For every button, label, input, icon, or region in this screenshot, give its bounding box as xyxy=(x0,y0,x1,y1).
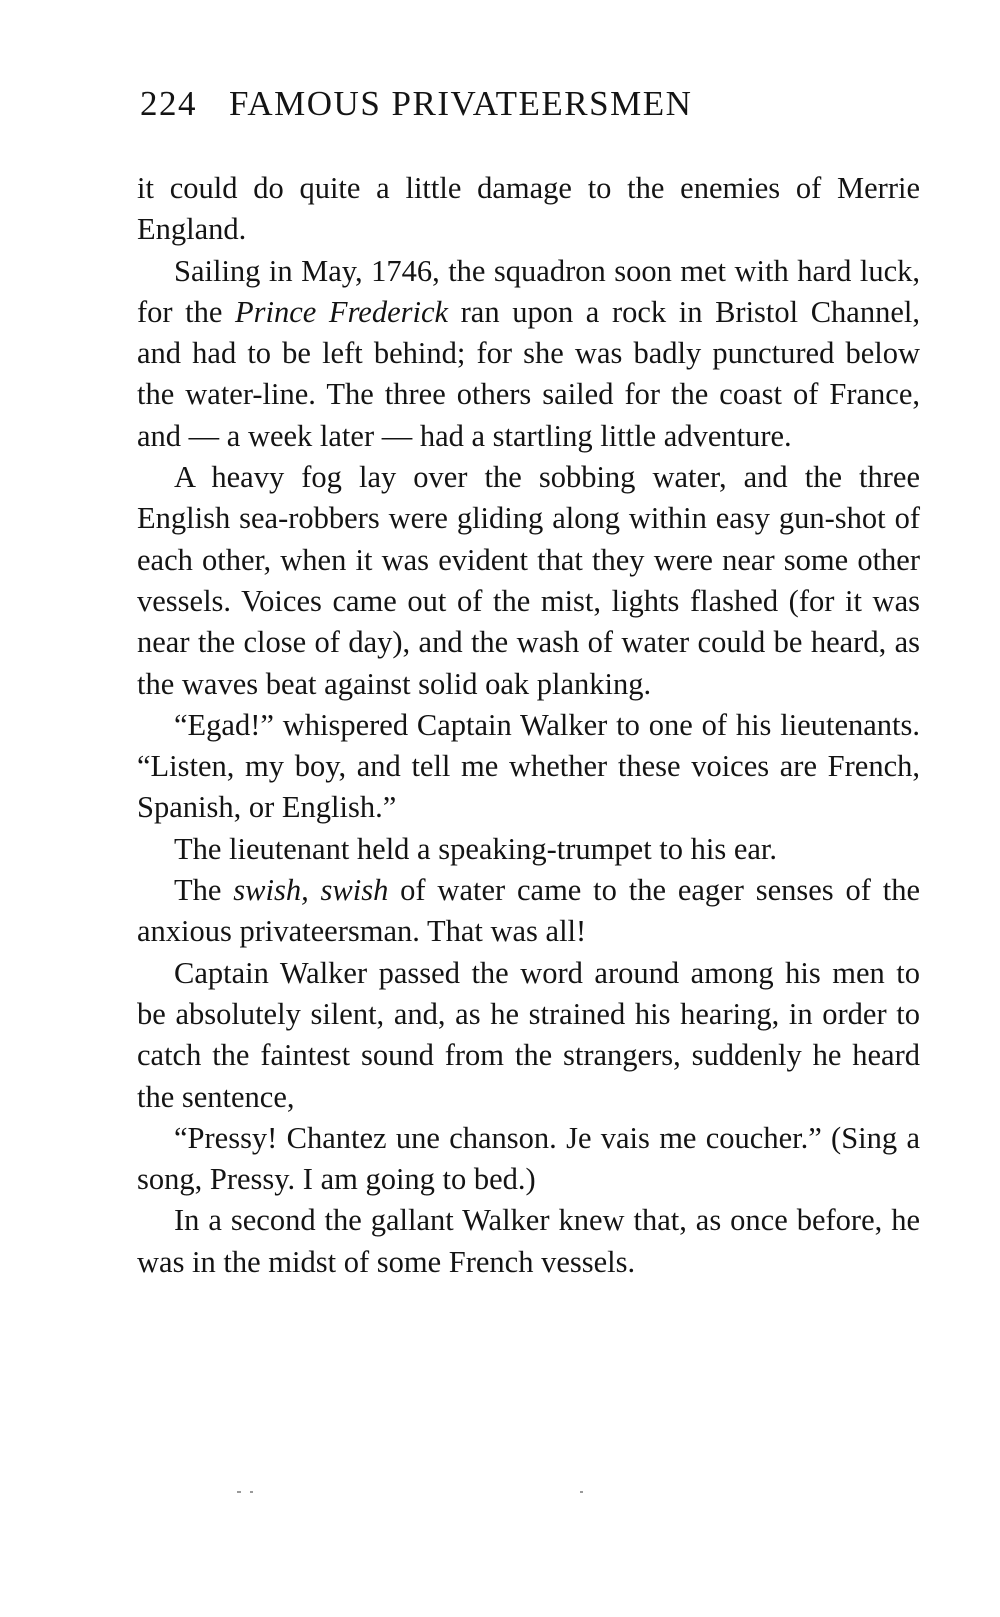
paragraph xyxy=(137,953,920,1118)
text-run: “Pressy! Chantez une chanson. Je vais me coucher.” (Sing a song, Pressy. I am going to bed.) xyxy=(137,1120,920,1197)
text-run: In a second the gallant Walker knew that, as once before, he was in the midst of some French vessels. xyxy=(137,1203,920,1279)
text-run: The lieutenant held a speaking-trumpet to his ear. xyxy=(174,831,778,866)
paragraph xyxy=(137,251,920,457)
page-number: 224 xyxy=(140,84,197,123)
italic-text: swish, swish xyxy=(233,873,389,908)
text-run: The xyxy=(174,873,234,908)
paragraph xyxy=(137,829,920,870)
italic-text: Prince Frederick xyxy=(235,294,449,329)
print-speck xyxy=(250,1491,253,1493)
text-run: of water came to the eager senses of the anxious privateersman. That was all! xyxy=(137,873,920,949)
running-header xyxy=(140,84,840,124)
paragraph xyxy=(137,705,920,829)
running-title: FAMOUS PRIVATEERSMEN xyxy=(229,84,693,123)
text-run: Sailing in May, 1746, the squadron soon met with hard luck, for the xyxy=(137,253,920,329)
paragraph xyxy=(137,457,920,705)
text-run: A heavy fog lay over the sobbing water, and the three English sea-robbers were gliding along within easy gun-shot of each other, when it was evident that they were near some other vessels. Voices came out of the mist, lights flashed (for it was near the close of day), and the wash of water could be heard, as the waves beat against solid oak planking. xyxy=(137,460,920,701)
text-run: it could do quite a little damage to the enemies of Merrie England. xyxy=(137,171,920,247)
paragraph xyxy=(137,1118,920,1201)
paragraph xyxy=(137,1200,920,1283)
paragraph xyxy=(137,870,920,953)
text-run: “Egad!” whispered Captain Walker to one of his lieutenants. “Listen, my boy, and tell me whether these voices are French, Spanish, or English.” xyxy=(137,707,920,825)
text-run: Captain Walker passed the word around among his men to be absolutely silent, and, as he strained his hearing, in order to catch the faintest sound from the strangers, suddenly he heard the sentence, xyxy=(137,955,920,1114)
paragraph xyxy=(137,168,920,251)
print-speck xyxy=(237,1491,241,1493)
body-text xyxy=(137,168,920,1283)
text-run: ran upon a rock in Bristol Channel, and had to be left behind; for she was badly punctured below the water-line. The three others sailed for the coast of France, and — a week later — had a startling little adventure. xyxy=(137,294,920,453)
print-speck xyxy=(580,1491,583,1493)
